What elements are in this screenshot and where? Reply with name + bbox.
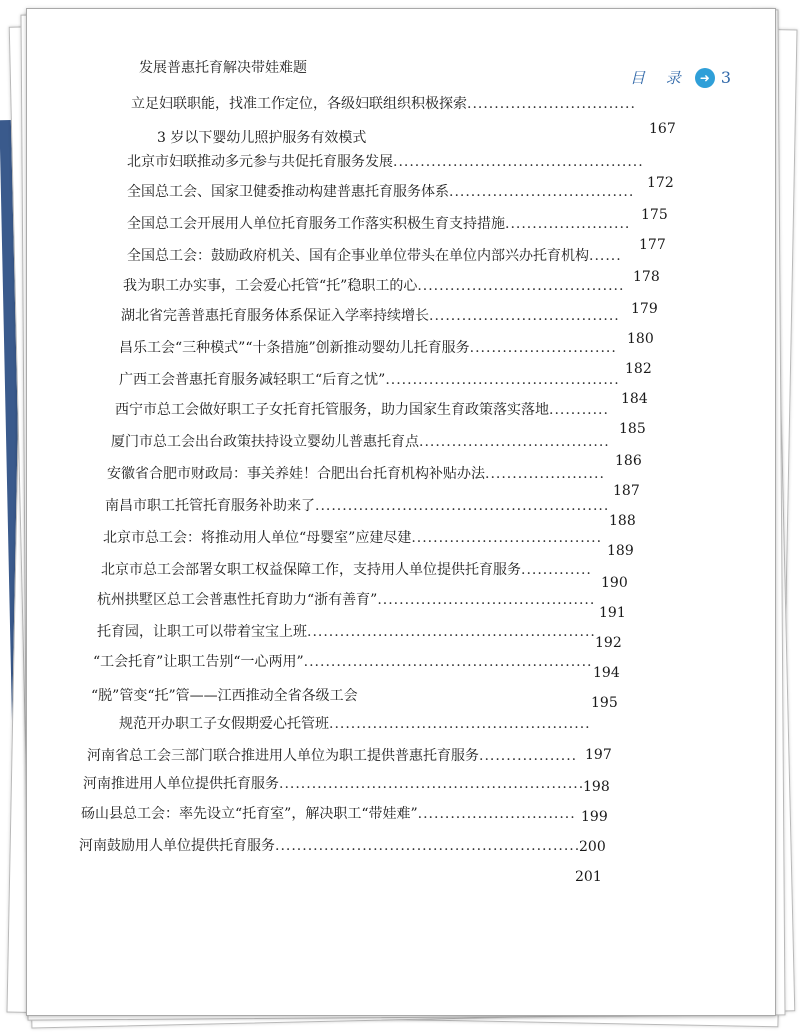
toc-entry (103, 527, 602, 547)
leader-dots: ..................................................... (307, 624, 596, 640)
leader-dots: ..................................................... (303, 654, 593, 670)
toc-page-number: 175 (641, 207, 668, 223)
toc-page-number: 197 (585, 747, 612, 763)
toc-entry-title: 河南推进用人单位提供托育服务 (83, 776, 279, 792)
toc-entry (119, 369, 620, 389)
leader-dots: .............................................. (393, 154, 644, 170)
toc-entry-title: 安徽省合肥市财政局：事关养娃！合肥出台托育机构补贴办法 (107, 466, 485, 482)
toc-entry-title: 河南鼓励用人单位提供托育服务 (79, 838, 275, 854)
toc-entry-title: 河南省总工会三部门联合推进用人单位为职工提供普惠托育服务 (87, 748, 479, 764)
toc-entry-title: 北京市妇联推动多元参与共促托育服务发展 (127, 154, 393, 170)
header-page-number: 3 (720, 68, 731, 87)
running-header (630, 67, 731, 88)
toc-entry (119, 337, 617, 357)
toc-page-number: 194 (593, 665, 620, 681)
toc-entry (127, 245, 622, 265)
toc-entry (139, 57, 307, 77)
leader-dots: ................................... (429, 308, 620, 324)
toc-page-number: 192 (595, 635, 622, 651)
toc-page-number: 198 (583, 779, 610, 795)
section-title: 目 录 (630, 69, 689, 87)
toc-entry-title: 全国总工会、国家卫健委推动构建普惠托育服务体系 (127, 184, 449, 200)
leader-dots: ................................... (411, 530, 603, 546)
arrow-right-icon: ➜ (695, 68, 715, 88)
toc-page-number: 178 (633, 269, 660, 285)
leader-dots: ...................................... (417, 278, 625, 294)
toc-page-number: 182 (625, 361, 652, 377)
toc-entry-title: 规范开办职工子女假期爱心托管班 (119, 716, 329, 732)
toc-entry-title: 昌乐工会“三种模式”“十条措施”创新推动婴幼儿托育服务 (119, 340, 470, 356)
toc-page-number: 200 (579, 839, 606, 855)
toc-page-number: 191 (599, 605, 626, 621)
toc-entry (121, 305, 620, 325)
toc-entry-title: 我为职工办实事，工会爱心托管“托”稳职工的心 (123, 278, 418, 294)
toc-entry (131, 93, 636, 113)
toc-page (26, 8, 776, 1016)
toc-entry-title: 全国总工会：鼓励政府机关、国有企事业单位带头在单位内部兴办托育机构 (127, 248, 589, 264)
toc-page-number: 199 (581, 809, 608, 825)
toc-entry-title: 发展普惠托育解决带娃难题 (139, 60, 307, 76)
toc-entry-title: 湖北省完善普惠托育服务体系保证入学率持续增长 (121, 308, 429, 324)
leader-dots: ........... (549, 402, 609, 418)
toc-entry (123, 275, 624, 295)
toc-page-number: 187 (613, 483, 640, 499)
toc-entry-title: 广西工会普惠托育服务减轻职工“后育之忧” (119, 372, 386, 388)
toc-entry-title: 北京市总工会：将推动用人单位“母婴室”应建尽建 (103, 530, 412, 546)
toc-page-number: 177 (639, 237, 666, 253)
toc-page-number: 185 (619, 421, 646, 437)
toc-entry-title: 厦门市总工会出台政策扶持设立婴幼儿普惠托育点 (111, 434, 419, 450)
toc-entry (81, 803, 576, 823)
toc-entry-title: 西宁市总工会做好职工子女托育托管服务，助力国家生育政策落实落地 (115, 402, 549, 418)
toc-entry (119, 713, 591, 733)
leader-dots: ...................... (485, 466, 605, 482)
toc-entry (157, 127, 366, 147)
toc-entry (105, 495, 609, 515)
toc-entry-title: “工会托育”让职工告别“一心两用” (93, 654, 304, 670)
toc-entry (127, 151, 644, 171)
toc-entry (127, 181, 634, 201)
leader-dots: ........................... (469, 340, 617, 356)
toc-entry (91, 685, 358, 705)
leader-dots: ............................... (467, 96, 636, 112)
toc-entry-title: 全国总工会开展用人单位托育服务工作落实积极生育支持措施 (127, 216, 505, 232)
leader-dots: .................................. (449, 184, 635, 200)
leader-dots: ........................................ (377, 592, 596, 608)
toc-entry-title: 托育园，让职工可以带着宝宝上班 (97, 624, 307, 640)
toc-page-number: 195 (591, 695, 618, 711)
toc-entry-title: 南昌市职工托管托育服务补助来了 (105, 498, 315, 514)
toc-entry-title: 北京市总工会部署女职工权益保障工作，支持用人单位提供托育服务 (101, 562, 521, 578)
leader-dots: ....................... (505, 216, 631, 232)
toc-page-number: 179 (631, 301, 658, 317)
toc-entry-title: 3 岁以下婴幼儿照护服务有效模式 (157, 130, 367, 146)
toc-entry (111, 431, 610, 451)
toc-entry (93, 651, 593, 671)
leader-dots: ........................................... (385, 372, 620, 388)
toc-entry (83, 773, 584, 793)
toc-entry (115, 399, 609, 419)
leader-dots: ................................................ (329, 716, 591, 732)
leader-dots: ............................. (417, 806, 576, 822)
toc-entry-title: 立足妇联职能，找准工作定位，各级妇联组织积极探索 (131, 96, 467, 112)
toc-page-number: 190 (601, 575, 628, 591)
toc-page-number: 167 (649, 121, 676, 137)
toc-entry (127, 213, 630, 233)
leader-dots: ............. (521, 562, 592, 578)
toc-page-number: 201 (575, 869, 602, 885)
leader-dots: ...................................................... (315, 498, 610, 514)
toc-page-number: 180 (627, 331, 654, 347)
leader-dots: ........................................................ (279, 776, 585, 792)
toc-page-number: 184 (621, 391, 648, 407)
toc-page-number: 188 (609, 513, 636, 529)
toc-page-number: 186 (615, 453, 642, 469)
leader-dots: .................. (479, 748, 578, 764)
toc-entry (87, 745, 577, 765)
toc-entry-title: 砀山县总工会：率先设立“托育室”，解决职工“带娃难” (81, 806, 418, 822)
toc-entry (97, 621, 596, 641)
leader-dots: ...... (589, 248, 622, 264)
leader-dots: ........................................................ (275, 838, 581, 854)
toc-page-number: 172 (647, 175, 674, 191)
leader-dots: ................................... (419, 434, 610, 450)
toc-entry-title: “脱”管变“托”管——江西推动全省各级工会 (91, 688, 358, 704)
toc-page-number: 189 (607, 543, 634, 559)
toc-entry (79, 835, 580, 855)
toc-entry-title: 杭州拱墅区总工会普惠性托育助力“浙有善育” (97, 592, 378, 608)
toc-entry (101, 559, 592, 579)
toc-entry (97, 589, 595, 609)
toc-entry (107, 463, 605, 483)
